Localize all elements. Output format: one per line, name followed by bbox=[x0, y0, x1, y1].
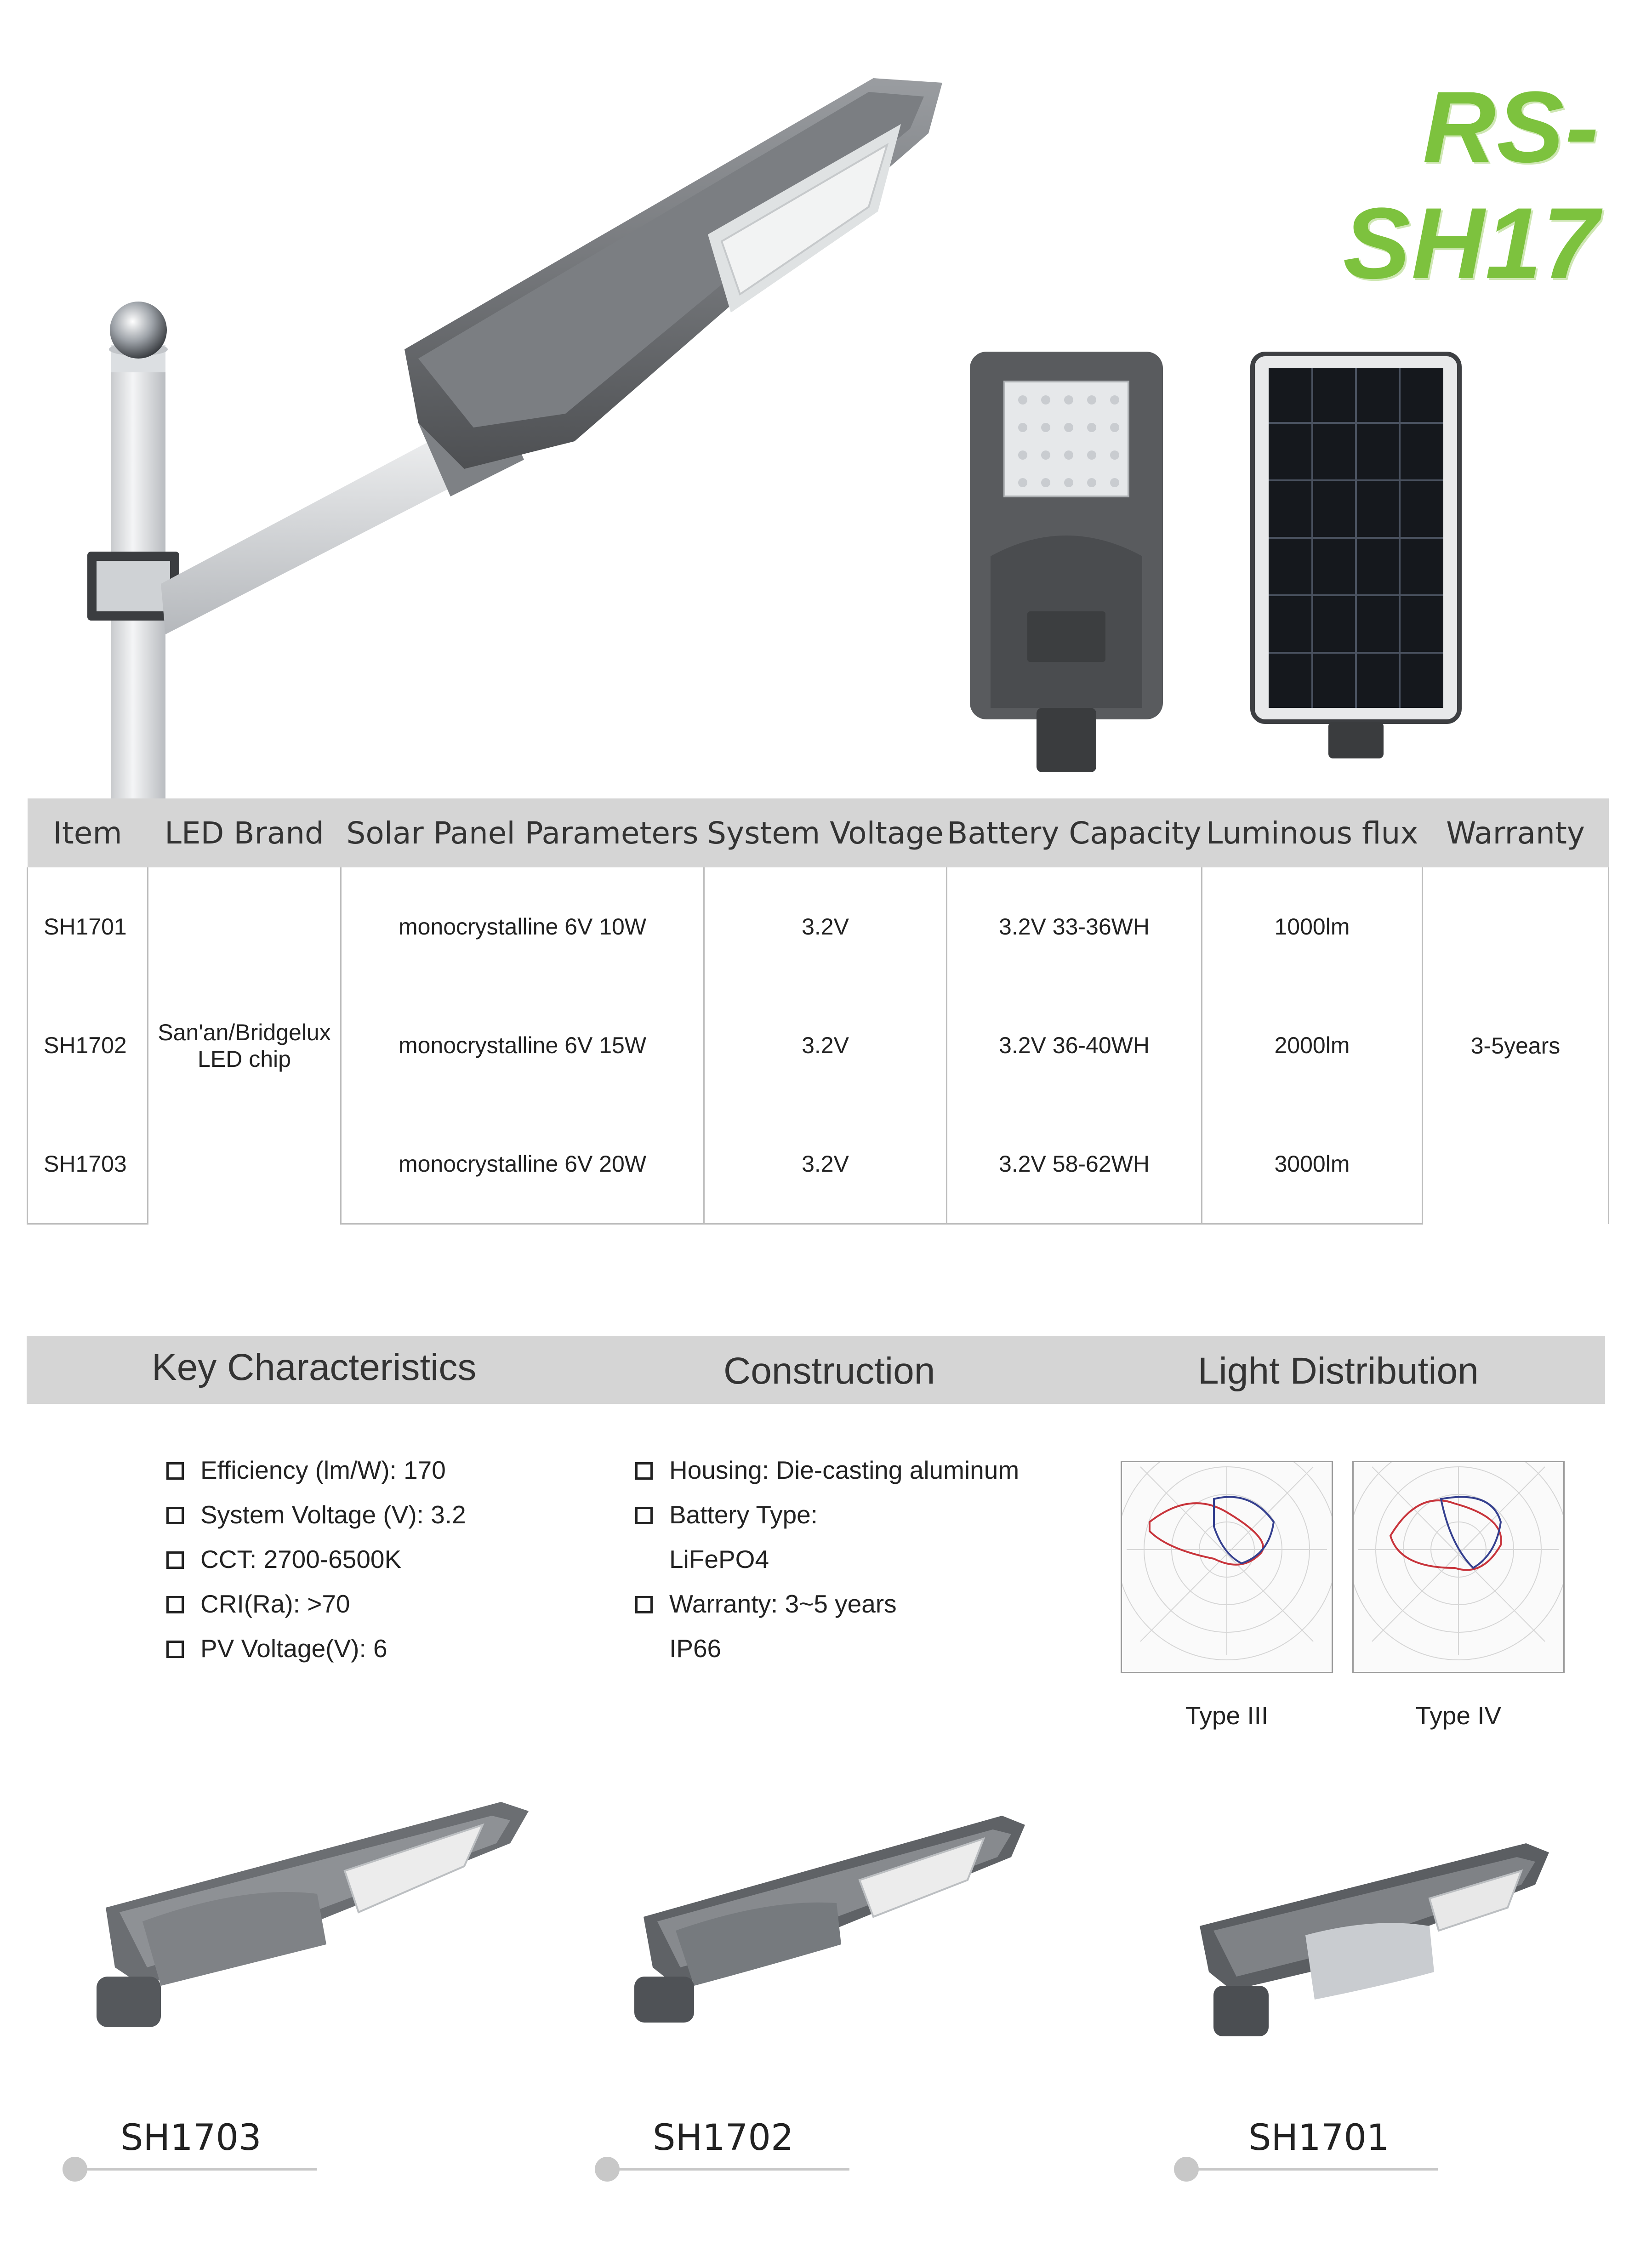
product-image-sh1703 bbox=[87, 1793, 538, 2050]
product-image-sh1702 bbox=[625, 1806, 1030, 2046]
cell-battery: 3.2V 33-36WH bbox=[947, 867, 1202, 986]
model-label-sh1703: SH1703 bbox=[120, 2117, 262, 2159]
polar-diagram-type-iv bbox=[1352, 1461, 1565, 1673]
cell-flux: 1000lm bbox=[1202, 867, 1423, 986]
cell-led-brand: San'an/Bridgelux LED chip bbox=[148, 867, 341, 1224]
list-item: CCT: 2700-6500K bbox=[166, 1537, 466, 1582]
construction-list bbox=[635, 1448, 1019, 1671]
header-luminous-flux: Luminous flux bbox=[1202, 798, 1423, 867]
model-label-sh1701: SH1701 bbox=[1248, 2117, 1390, 2159]
list-item: PV Voltage(V): 6 bbox=[166, 1626, 466, 1671]
header-system-voltage: System Voltage bbox=[704, 798, 947, 867]
cell-battery: 3.2V 36-40WH bbox=[947, 986, 1202, 1105]
cell-voltage: 3.2V bbox=[704, 1105, 947, 1224]
cell-item: SH1701 bbox=[28, 867, 148, 986]
list-item: System Voltage (V): 3.2 bbox=[166, 1493, 466, 1537]
model-underline bbox=[610, 2168, 849, 2171]
header-battery-capacity: Battery Capacity bbox=[947, 798, 1202, 867]
lamp-solar-panel-view bbox=[1250, 349, 1462, 763]
product-title: RS-SH17 bbox=[1343, 70, 1600, 300]
spec-table-header-row bbox=[28, 798, 1609, 867]
polar-curve-graphic bbox=[1354, 1462, 1563, 1672]
checkbox-icon bbox=[166, 1462, 184, 1480]
cell-voltage: 3.2V bbox=[704, 986, 947, 1105]
model-underline bbox=[1190, 2168, 1438, 2171]
cell-solar: monocrystalline 6V 15W bbox=[341, 986, 704, 1105]
cell-voltage: 3.2V bbox=[704, 867, 947, 986]
list-item: CRI(Ra): >70 bbox=[166, 1582, 466, 1626]
checkbox-icon bbox=[635, 1596, 653, 1613]
list-item: Battery Type: bbox=[635, 1493, 1019, 1537]
list-item: Housing: Die-casting aluminum bbox=[635, 1448, 1019, 1493]
table-row bbox=[28, 867, 1609, 986]
polar-diagram-type-iii bbox=[1121, 1461, 1333, 1673]
checkbox-icon bbox=[635, 1507, 653, 1524]
section-title-construction: Construction bbox=[723, 1350, 935, 1392]
hero-streetlight-illustration bbox=[69, 64, 965, 800]
header-led-brand: LED Brand bbox=[148, 798, 341, 867]
distribution-label-type-iv: Type IV bbox=[1415, 1701, 1502, 1730]
list-item: Efficiency (lm/W): 170 bbox=[166, 1448, 466, 1493]
list-item: LiFePO4 bbox=[669, 1545, 769, 1573]
list-item: IP66 bbox=[669, 1634, 722, 1663]
polar-curve-graphic bbox=[1122, 1462, 1332, 1672]
list-item: Warranty: 3~5 years bbox=[635, 1582, 1019, 1626]
checkbox-icon bbox=[166, 1641, 184, 1658]
header-item: Item bbox=[28, 798, 148, 867]
lamp-front-view bbox=[968, 349, 1165, 777]
header-solar-panel: Solar Panel Parameters bbox=[341, 798, 704, 867]
checkbox-icon bbox=[166, 1507, 184, 1524]
cell-item: SH1703 bbox=[28, 1105, 148, 1224]
cell-warranty: 3-5years bbox=[1423, 867, 1609, 1224]
checkbox-icon bbox=[166, 1551, 184, 1569]
key-characteristics-list bbox=[166, 1448, 466, 1671]
checkbox-icon bbox=[635, 1462, 653, 1480]
model-label-sh1702: SH1702 bbox=[653, 2117, 794, 2159]
cell-item: SH1702 bbox=[28, 986, 148, 1105]
cell-solar: monocrystalline 6V 20W bbox=[341, 1105, 704, 1224]
product-image-sh1701 bbox=[1190, 1834, 1558, 2064]
cell-solar: monocrystalline 6V 10W bbox=[341, 867, 704, 986]
section-title-key-characteristics: Key Characteristics bbox=[152, 1346, 477, 1388]
distribution-label-type-iii: Type III bbox=[1185, 1701, 1269, 1730]
cell-battery: 3.2V 58-62WH bbox=[947, 1105, 1202, 1224]
cell-flux: 2000lm bbox=[1202, 986, 1423, 1105]
section-title-light-distribution: Light Distribution bbox=[1198, 1350, 1479, 1392]
model-underline bbox=[78, 2168, 317, 2171]
cell-flux: 3000lm bbox=[1202, 1105, 1423, 1224]
spec-table bbox=[27, 798, 1609, 1225]
header-warranty: Warranty bbox=[1423, 798, 1609, 867]
checkbox-icon bbox=[166, 1596, 184, 1613]
